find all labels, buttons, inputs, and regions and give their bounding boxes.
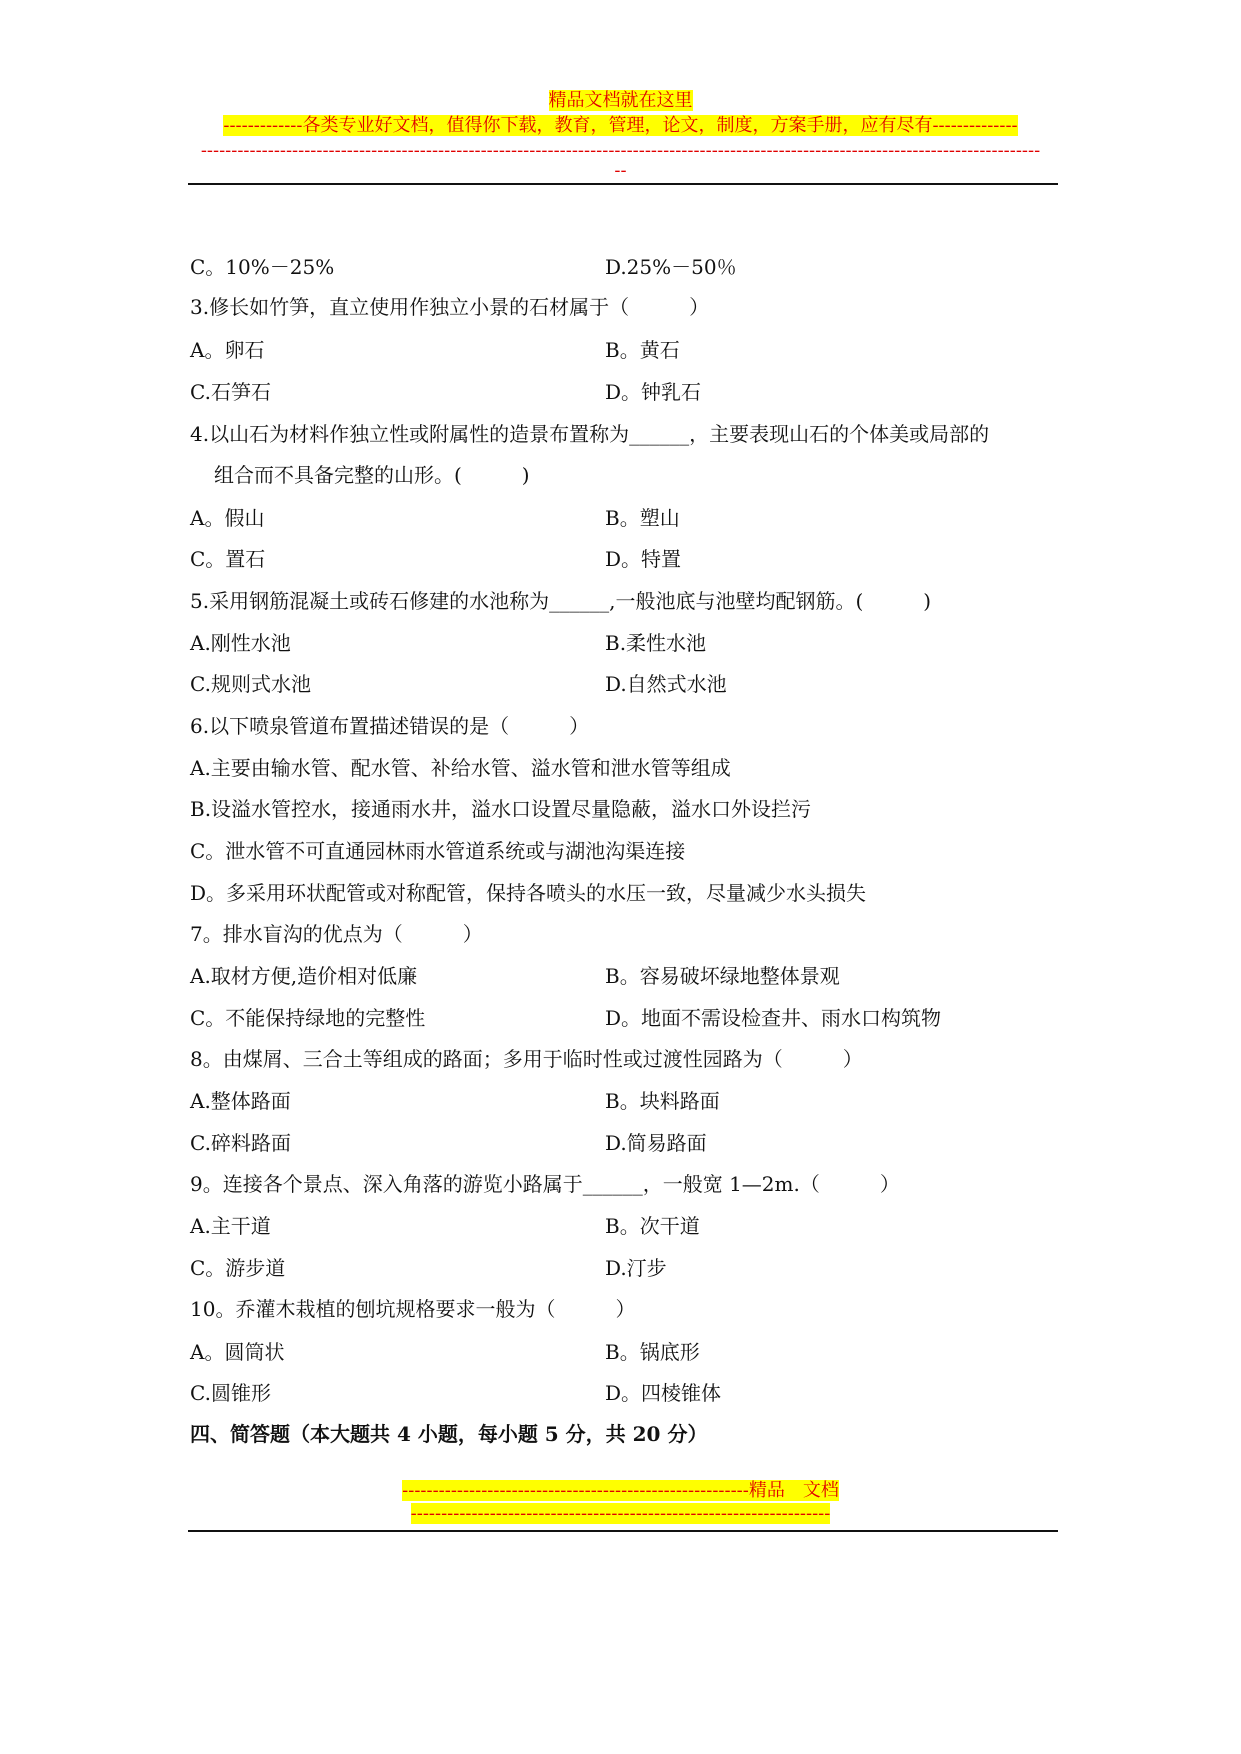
option-q7-b: B。容易破坏绿地整体景观	[605, 964, 840, 988]
option-q3-b: B。黄石	[605, 338, 680, 362]
section-4-heading: 四、简答题（本大题共 4 小题，每小题 5 分，共 20 分）	[190, 1422, 708, 1446]
option-q5-c: C.规则式水池	[190, 672, 311, 696]
option-q9-b: B。次干道	[605, 1214, 700, 1238]
footer-dash-line: ---------------------------------------------------------------------	[410, 1503, 831, 1524]
header-rule	[188, 183, 1058, 185]
header-dash-tail: --	[614, 160, 627, 181]
option-q7-a: A.取材方便,造价相对低廉	[190, 964, 418, 988]
option-q4-b: B。塑山	[605, 506, 680, 530]
option-q3-c: C.石笋石	[190, 380, 271, 404]
option-q5-b: B.柔性水池	[605, 631, 707, 655]
header-title: 精品文档就在这里	[548, 90, 693, 111]
option-q5-a: A.刚性水池	[190, 631, 291, 655]
option-q8-d: D.简易路面	[605, 1131, 707, 1155]
option-q9-c: C。游步道	[190, 1256, 286, 1280]
question-5: 5.采用钢筋混凝土或砖石修建的水池称为______,一般池底与池壁均配钢筋。( )	[190, 589, 932, 613]
question-6: 6.以下喷泉管道布置描述错误的是（ ）	[190, 714, 590, 738]
question-8: 8。由煤屑、三合土等组成的路面；多用于临时性或过渡性园路为（ ）	[190, 1047, 863, 1071]
footer-rule	[188, 1530, 1058, 1532]
option-q4-a: A。假山	[190, 506, 265, 530]
option-q10-a: A。圆筒状	[190, 1340, 285, 1364]
option-q6-c: C。泄水管不可直通园林雨水管道系统或与湖池沟渠连接	[190, 839, 686, 863]
option-q9-d: D.汀步	[605, 1256, 667, 1280]
option-q3-a: A。卵石	[190, 338, 265, 362]
option-q6-d: D。多采用环状配管或对称配管，保持各喷头的水压一致，尽量减少水头损失	[190, 881, 867, 905]
option-q4-c: C。置石	[190, 547, 266, 571]
option-q6-a: A.主要由输水管、配水管、补给水管、溢水管和泄水管等组成	[190, 756, 731, 780]
option-q8-a: A.整体路面	[190, 1089, 291, 1113]
question-4-cont: 组合而不具备完整的山形。( )	[214, 463, 530, 487]
header-dash-line: ------------------------------------------------------------------------------------------------------------------------------------------	[200, 140, 1041, 161]
option-q6-b: B.设溢水管控水，接通雨水井，溢水口设置尽量隐蔽，溢水口外设拦污	[190, 797, 812, 821]
option-q5-d: D.自然式水池	[605, 672, 727, 696]
option-q8-c: C.碎料路面	[190, 1131, 291, 1155]
option-q2-c: C。10%－25%	[190, 255, 335, 279]
footer-banner: ---------------------------------------------------------精品 文档	[402, 1480, 839, 1501]
option-q2-d: D.25%－50％	[605, 255, 737, 279]
question-3: 3.修长如竹笋，直立使用作独立小景的石材属于（ ）	[190, 295, 710, 319]
question-4: 4.以山石为材料作独立性或附属性的造景布置称为______，主要表现山石的个体美或局部的	[190, 422, 990, 446]
option-q9-a: A.主干道	[190, 1214, 271, 1238]
option-q3-d: D。钟乳石	[605, 380, 702, 404]
option-q7-c: C。不能保持绿地的完整性	[190, 1006, 426, 1030]
option-q10-d: D。四棱锥体	[605, 1381, 722, 1405]
option-q4-d: D。特置	[605, 547, 682, 571]
question-7: 7。排水盲沟的优点为（ ）	[190, 922, 483, 946]
question-10: 10。乔灌木栽植的刨坑规格要求一般为（ ）	[190, 1297, 636, 1321]
option-q10-b: B。锅底形	[605, 1340, 700, 1364]
header-banner: -------------各类专业好文档，值得你下载，教育，管理，论文，制度，方案手册，应有尽有--------------	[223, 115, 1018, 136]
option-q7-d: D。地面不需设检查井、雨水口构筑物	[605, 1006, 942, 1030]
option-q8-b: B。块料路面	[605, 1089, 720, 1113]
question-9: 9。连接各个景点、深入角落的游览小路属于______，一般宽 1—2m.（ ）	[190, 1172, 900, 1196]
option-q10-c: C.圆锥形	[190, 1381, 271, 1405]
